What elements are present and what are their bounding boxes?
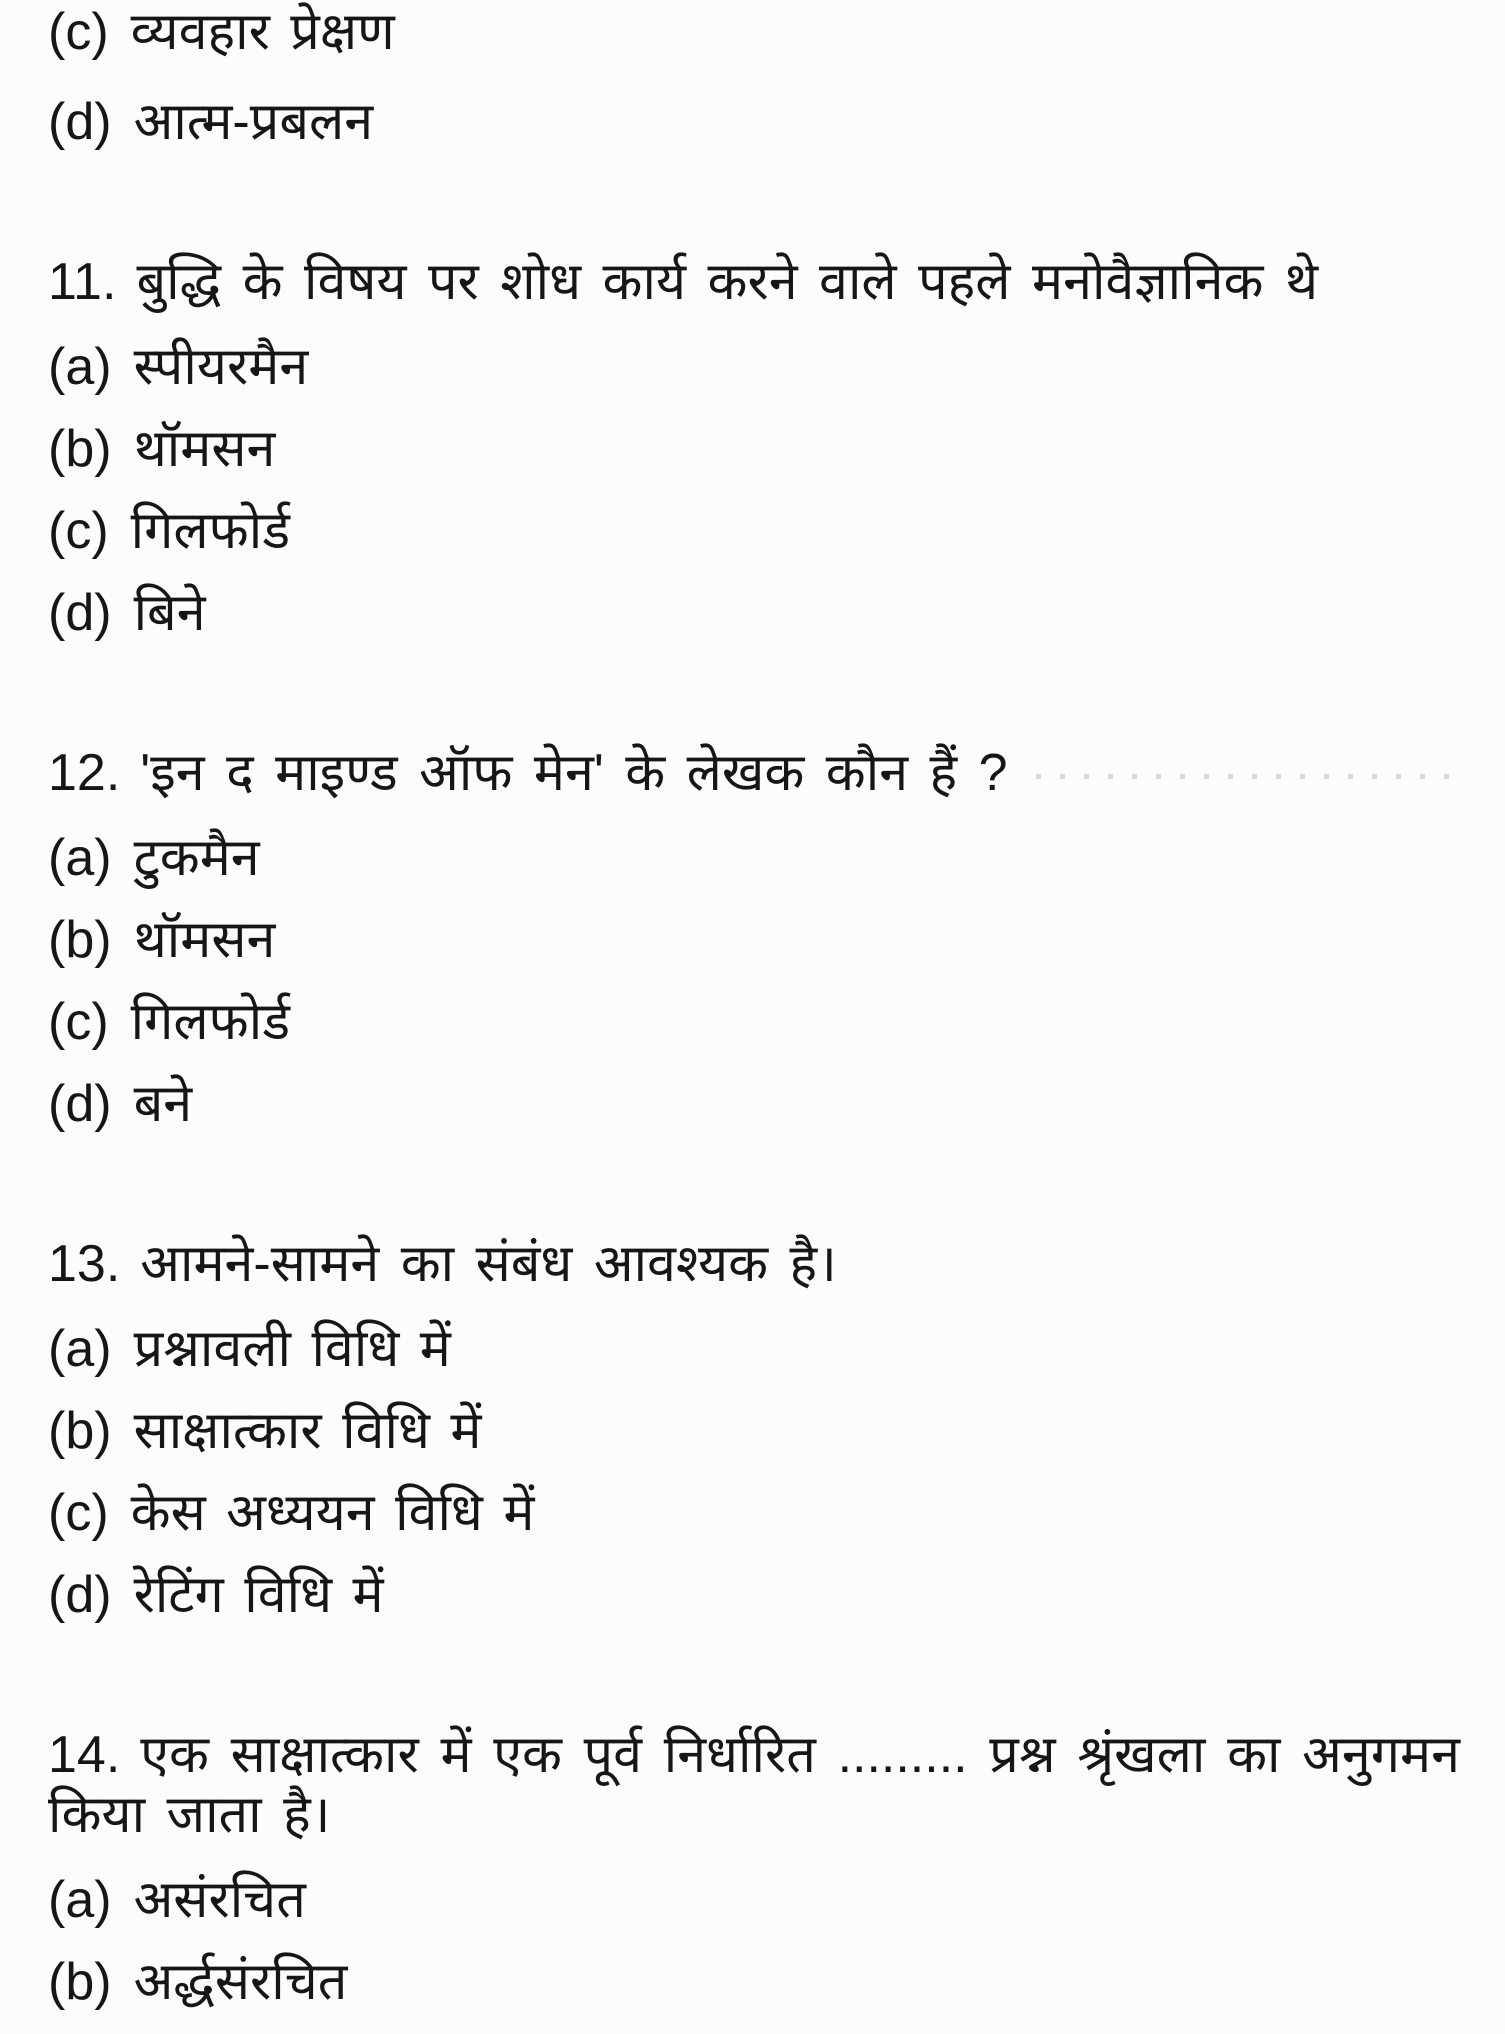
question-12-option-b	[48, 910, 1460, 970]
option-row-prev-c	[48, 2, 1460, 62]
question-11	[48, 252, 1460, 312]
question-11-option-d	[48, 583, 1460, 643]
question-14	[48, 1725, 1460, 1845]
question-text: 'इन द माइण्ड ऑफ मेन' के लेखक कौन हैं ?	[140, 744, 1008, 802]
option-marker: (d)	[48, 1566, 112, 1624]
option-text: थॉमसन	[133, 420, 276, 478]
option-text: गिलफोर्ड	[130, 993, 291, 1051]
question-number: 11.	[48, 253, 117, 311]
option-text: गिलफोर्ड	[130, 502, 291, 560]
scan-artifact-dotted-line	[1036, 774, 1460, 779]
option-marker: (a)	[48, 338, 112, 396]
option-marker: (c)	[48, 3, 109, 61]
question-12-option-d	[48, 1074, 1460, 1134]
question-text: बुद्धि के विषय पर शोध कार्य करने वाले पहले मनोवैज्ञानिक थे	[136, 253, 1319, 311]
option-text: आत्म-प्रबलन	[133, 93, 374, 151]
option-marker: (d)	[48, 93, 112, 151]
question-number: 14.	[48, 1726, 121, 1784]
question-number: 13.	[48, 1235, 121, 1293]
option-marker: (b)	[48, 420, 112, 478]
option-text: केस अध्ययन विधि में	[130, 1484, 535, 1542]
question-11-option-a	[48, 337, 1460, 397]
question-number: 12.	[48, 744, 121, 802]
option-marker: (b)	[48, 1402, 112, 1460]
question-13	[48, 1234, 1460, 1294]
option-text: साक्षात्कार विधि में	[133, 1402, 482, 1460]
option-text: बिने	[133, 584, 206, 642]
option-marker: (d)	[48, 1075, 112, 1133]
question-13-option-d	[48, 1565, 1460, 1625]
question-13-option-c	[48, 1483, 1460, 1543]
question-14-option-b	[48, 1952, 1460, 2012]
option-marker: (a)	[48, 1320, 112, 1378]
option-text: अर्द्धसंरचित	[133, 1953, 348, 2011]
option-text: थॉमसन	[133, 911, 276, 969]
option-text: रेटिंग विधि में	[133, 1566, 384, 1624]
question-text: आमने-सामने का संबंध आवश्यक है।	[140, 1235, 837, 1293]
option-text: बने	[133, 1075, 193, 1133]
question-12-option-c	[48, 992, 1460, 1052]
option-text: टुकमैन	[133, 829, 260, 887]
question-12-option-a	[48, 828, 1460, 888]
option-row-prev-d	[48, 92, 1460, 152]
option-text: स्पीयरमैन	[133, 338, 309, 396]
option-marker: (b)	[48, 1953, 112, 2011]
option-marker: (c)	[48, 1484, 109, 1542]
question-text: एक साक्षात्कार में एक पूर्व निर्धारित ......... प्रश्न श्रृंखला का अनुगमन किया जाता है।	[48, 1726, 1460, 1844]
option-marker: (d)	[48, 584, 112, 642]
question-11-option-c	[48, 501, 1460, 561]
question-12	[48, 743, 1460, 803]
option-marker: (c)	[48, 993, 109, 1051]
option-marker: (c)	[48, 502, 109, 560]
option-text: असंरचित	[133, 1871, 306, 1929]
question-11-option-b	[48, 419, 1460, 479]
option-marker: (a)	[48, 829, 112, 887]
question-13-option-b	[48, 1401, 1460, 1461]
question-13-option-a	[48, 1319, 1460, 1379]
option-marker: (b)	[48, 911, 112, 969]
question-14-option-a	[48, 1870, 1460, 1930]
option-text: व्यवहार प्रेक्षण	[130, 3, 395, 61]
option-marker: (a)	[48, 1871, 112, 1929]
option-text: प्रश्नावली विधि में	[133, 1320, 451, 1378]
